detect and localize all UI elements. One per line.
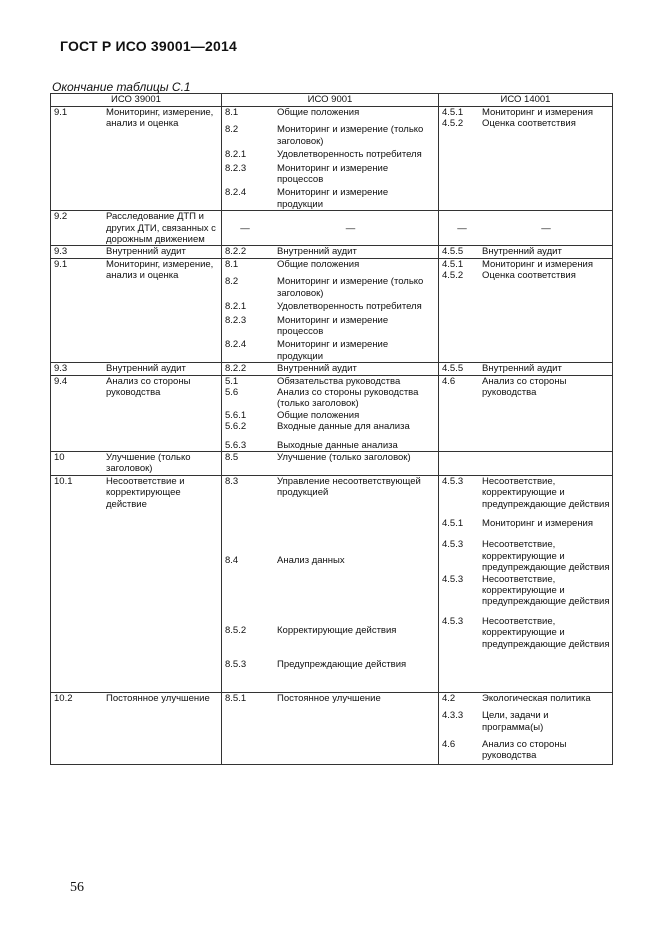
- clause-number: 10.2: [54, 692, 73, 704]
- clause-title: Несоответствие, корректирующие и предупреждающие действия: [482, 539, 610, 574]
- empty-dash: —: [457, 222, 467, 234]
- clause-number: 5.1: [225, 375, 239, 387]
- clause-title: Несоответствие, корректирующие и предупреждающие действия: [482, 615, 610, 650]
- clause-title: Анализ со стороны руководства: [106, 375, 191, 398]
- clause-title: Мониторинг и измерения: [482, 107, 594, 118]
- clause-number: 4.5.3: [442, 573, 464, 585]
- iso9001-cell: [222, 211, 439, 246]
- clause-number: 8.2: [225, 276, 239, 288]
- clause-number: 4.5.3: [442, 615, 464, 627]
- clause-title: Мониторинг и измерение (только заголовок): [277, 276, 424, 299]
- clause-title: Мониторинг и измерения: [482, 258, 594, 270]
- clause-number: 5.6.1: [225, 409, 247, 421]
- clause-number: 4.5.5: [442, 363, 464, 375]
- iso39001-cell: [51, 451, 222, 475]
- clause-number: 8.5: [225, 451, 239, 463]
- clause-number: 9.1: [54, 258, 68, 270]
- clause-number: 8.5.1: [225, 692, 247, 704]
- table-caption: Окончание таблицы С.1: [52, 80, 191, 94]
- clause-number: 8.2.1: [225, 149, 247, 161]
- clause-title: Мониторинг и измерение продукции: [277, 339, 389, 362]
- clause-number: 4.5.3: [442, 539, 464, 551]
- clause-title: Управление несоответствующей продукцией: [277, 475, 421, 499]
- clause-title: Постоянное улучшение: [277, 692, 381, 704]
- clause-title: Расследование ДТП и других ДТИ, связанных с дорожным движением: [106, 211, 216, 246]
- iso39001-cell: [51, 363, 222, 375]
- table-row: [51, 211, 613, 246]
- iso14001-cell: [439, 375, 613, 451]
- clause-title: Внутренний аудит: [277, 246, 357, 258]
- iso9001-cell: [222, 107, 439, 211]
- clause-number: 8.2.2: [225, 246, 247, 258]
- clause-title: Обязательства руководства: [277, 375, 401, 387]
- clause-number: 8.2.3: [225, 162, 247, 174]
- clause-number: 4.3.3: [442, 710, 464, 722]
- clause-title: Оценка соответствия: [482, 270, 576, 282]
- table-row: [51, 258, 613, 362]
- clause-number: 8.1: [225, 258, 239, 270]
- clause-number: 9.4: [54, 375, 68, 387]
- document-header: ГОСТ Р ИСО 39001—2014: [60, 38, 237, 54]
- clause-title: Внутренний аудит: [482, 363, 562, 375]
- iso14001-cell: [439, 451, 613, 475]
- iso39001-cell: [51, 211, 222, 246]
- iso14001-cell: [439, 692, 613, 764]
- iso9001-cell: [222, 363, 439, 375]
- clause-number: 5.6.2: [225, 421, 247, 433]
- iso14001-cell: [439, 363, 613, 375]
- empty-dash: —: [345, 222, 356, 234]
- column-header-iso9001: ИСО 9001: [222, 94, 439, 107]
- clause-title: Внутренний аудит: [482, 246, 562, 258]
- clause-title: Общие положения: [277, 258, 360, 270]
- clause-title: Удовлетворенность потребителя: [277, 301, 422, 313]
- clause-number: 9.1: [54, 107, 68, 118]
- clause-title: Оценка соответствия: [482, 118, 576, 130]
- empty-dash: —: [541, 222, 551, 234]
- clause-title: Удовлетворенность потребителя: [277, 149, 422, 161]
- clause-title: Предупреждающие действия: [277, 659, 407, 671]
- clause-number: 4.5.3: [442, 475, 464, 487]
- clause-number: 4.5.5: [442, 246, 464, 258]
- clause-title: Постоянное улучшение: [106, 692, 210, 704]
- clause-number: 5.6: [225, 386, 239, 398]
- clause-title: Анализ данных: [277, 554, 345, 566]
- clause-title: Мониторинг и измерение процессов: [277, 314, 389, 337]
- empty-dash: —: [240, 222, 250, 234]
- clause-title: Несоответствие, корректирующие и предупреждающие действия: [482, 475, 610, 510]
- clause-number: 10.1: [54, 475, 73, 487]
- clause-title: Улучшение (только заголовок): [106, 451, 191, 475]
- clause-number: 9.2: [54, 211, 68, 223]
- clause-number: 4.6: [442, 739, 456, 751]
- clause-title: Внутренний аудит: [106, 363, 186, 375]
- clause-number: 10: [54, 451, 65, 463]
- clause-number: 4.5.2: [442, 270, 464, 282]
- iso9001-cell: [222, 258, 439, 362]
- clause-title: Общие положения: [277, 107, 360, 118]
- correspondence-table: [50, 93, 613, 765]
- table-row: [51, 107, 613, 211]
- table-row: [51, 692, 613, 764]
- clause-number: 4.2: [442, 692, 456, 704]
- page-number: 56: [70, 880, 84, 895]
- clause-number: 8.4: [225, 554, 239, 566]
- clause-title: Мониторинг, измерение, анализ и оценка: [106, 107, 214, 130]
- column-header-iso39001: ИСО 39001: [51, 94, 222, 107]
- clause-title: Входные данные для анализа: [277, 421, 410, 433]
- iso14001-cell: [439, 475, 613, 692]
- iso39001-cell: [51, 475, 222, 692]
- iso39001-cell: [51, 692, 222, 764]
- clause-title: Корректирующие действия: [277, 625, 397, 636]
- iso9001-cell: [222, 692, 439, 764]
- clause-number: 8.2: [225, 124, 239, 136]
- clause-title: Анализ со стороны руководства: [482, 739, 567, 762]
- iso9001-cell: [222, 246, 439, 258]
- iso14001-cell: [439, 246, 613, 258]
- clause-number: 8.2.4: [225, 187, 247, 199]
- clause-title: Мониторинг и измерения: [482, 518, 594, 529]
- clause-number: 8.2.1: [225, 301, 247, 313]
- clause-number: 8.2.3: [225, 314, 247, 326]
- iso14001-cell: [439, 211, 613, 246]
- clause-number: 4.6: [442, 375, 456, 387]
- clause-number: 8.2.2: [225, 363, 247, 375]
- clause-title: Внутренний аудит: [106, 246, 186, 258]
- table-row: [51, 475, 613, 692]
- table-row: [51, 246, 613, 258]
- iso14001-cell: [439, 107, 613, 211]
- clause-number: 9.3: [54, 363, 68, 375]
- clause-title: Несоответствие, корректирующие и предупреждающие действия: [482, 573, 610, 608]
- clause-title: Улучшение (только заголовок): [277, 451, 411, 463]
- clause-title: Общие положения: [277, 409, 360, 421]
- clause-title: Цели, задачи и программа(ы): [482, 710, 549, 733]
- clause-title: Мониторинг и измерение (только заголовок): [277, 124, 424, 147]
- iso9001-cell: [222, 375, 439, 451]
- column-header-iso14001: ИСО 14001: [439, 94, 613, 107]
- iso9001-cell: [222, 475, 439, 692]
- clause-number: 8.1: [225, 107, 239, 118]
- table-row: [51, 451, 613, 475]
- clause-number: 4.5.1: [442, 258, 464, 270]
- clause-title: Выходные данные анализа: [277, 439, 398, 451]
- iso39001-cell: [51, 258, 222, 362]
- clause-number: 8.2.4: [225, 339, 247, 351]
- clause-title: Экологическая политика: [482, 692, 591, 704]
- clause-title: Внутренний аудит: [277, 363, 357, 375]
- iso9001-cell: [222, 451, 439, 475]
- clause-title: Анализ со стороны руководства (только заголовок): [277, 386, 419, 410]
- clause-title: Мониторинг, измерение, анализ и оценка: [106, 258, 214, 282]
- clause-title: Мониторинг и измерение продукции: [277, 187, 389, 210]
- iso39001-cell: [51, 246, 222, 258]
- clause-number: 5.6.3: [225, 439, 247, 451]
- clause-number: 4.5.1: [442, 107, 464, 118]
- clause-title: Несоответствие и корректирующее действие: [106, 475, 185, 510]
- clause-number: 8.5.2: [225, 625, 247, 636]
- clause-number: 9.3: [54, 246, 68, 258]
- clause-number: 4.5.1: [442, 518, 464, 529]
- clause-title: Мониторинг и измерение процессов: [277, 162, 389, 186]
- clause-title: Анализ со стороны руководства: [482, 375, 567, 398]
- iso14001-cell: [439, 258, 613, 362]
- iso39001-cell: [51, 107, 222, 211]
- clause-number: 4.5.2: [442, 118, 464, 130]
- iso39001-cell: [51, 375, 222, 451]
- table-row: [51, 375, 613, 451]
- table-row: [51, 363, 613, 375]
- clause-number: 8.3: [225, 475, 239, 487]
- clause-number: 8.5.3: [225, 659, 247, 671]
